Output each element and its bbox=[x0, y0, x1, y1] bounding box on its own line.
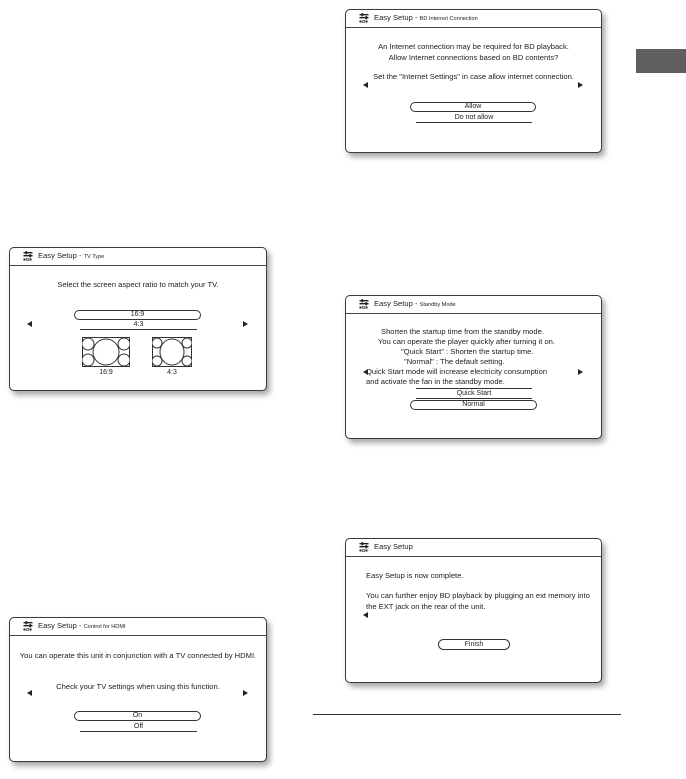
left-arrow-icon[interactable] bbox=[363, 82, 368, 88]
setup-complete-screen bbox=[345, 538, 602, 683]
screen-title: Easy Setup - Standby Mode bbox=[374, 299, 456, 308]
message-line: You can operate this unit in conjunction with a TV connected by HDMI. bbox=[19, 651, 257, 660]
left-arrow-icon[interactable] bbox=[27, 321, 32, 327]
option-normal[interactable]: Normal bbox=[410, 400, 537, 410]
section-tab bbox=[636, 49, 686, 73]
screen-title: Easy Setup - BD Internet Connection bbox=[374, 13, 478, 22]
standby-mode-screen bbox=[345, 295, 602, 439]
message-line: You can operate the player quickly after turning it on. bbox=[378, 337, 556, 346]
screen-header bbox=[346, 296, 601, 314]
left-arrow-icon[interactable] bbox=[363, 612, 368, 618]
right-arrow-icon[interactable] bbox=[243, 690, 248, 696]
widescreen-illustration bbox=[82, 337, 130, 367]
screen-header bbox=[10, 248, 266, 266]
message-line: Allow Internet connections based on BD contents? bbox=[388, 53, 559, 62]
standard-screen-illustration bbox=[152, 337, 192, 367]
setup-icon bbox=[359, 542, 370, 552]
option-on[interactable]: On bbox=[74, 711, 201, 721]
widescreen-label: 16:9 bbox=[99, 369, 113, 376]
message-line: Shorten the startup time from the standby mode. bbox=[381, 327, 544, 336]
option-off[interactable]: Off bbox=[80, 722, 197, 732]
message-line: Easy Setup is now complete. bbox=[366, 571, 464, 580]
screen-header bbox=[346, 10, 601, 28]
right-arrow-icon[interactable] bbox=[243, 321, 248, 327]
setup-icon bbox=[23, 621, 34, 631]
message-line: An Internet connection may be required for BD playback. bbox=[378, 42, 569, 51]
message-line: Quick Start mode will increase electricity consumption bbox=[366, 367, 548, 376]
setup-icon bbox=[359, 299, 370, 309]
setup-icon bbox=[359, 13, 370, 23]
control-for-hdmi-screen bbox=[9, 617, 267, 762]
right-arrow-icon[interactable] bbox=[578, 82, 583, 88]
left-arrow-icon[interactable] bbox=[27, 690, 32, 696]
tv-type-screen bbox=[9, 247, 267, 391]
standard-label: 4:3 bbox=[167, 369, 177, 376]
option-quick-start[interactable]: Quick Start bbox=[416, 389, 532, 399]
right-arrow-icon[interactable] bbox=[578, 369, 583, 375]
message-line: the EXT jack on the rear of the unit. bbox=[366, 602, 486, 611]
screen-title: Easy Setup bbox=[374, 542, 413, 551]
message-line: Select the screen aspect ratio to match your TV. bbox=[57, 280, 219, 289]
screen-title: Easy Setup - TV Type bbox=[38, 251, 105, 260]
screen-header bbox=[346, 539, 601, 557]
option-16-9[interactable]: 16:9 bbox=[74, 310, 201, 320]
option-allow[interactable]: Allow bbox=[410, 102, 536, 112]
message-line: Set the "Internet Settings" in case allow internet connection. bbox=[373, 72, 574, 81]
message-line: "Normal" : The default setting. bbox=[404, 357, 505, 366]
message-line: Check your TV settings when using this function. bbox=[56, 682, 220, 691]
page-rule bbox=[313, 714, 621, 715]
option-do-not-allow[interactable]: Do not allow bbox=[416, 113, 532, 123]
screen-title: Easy Setup - Control for HDMI bbox=[38, 621, 126, 630]
option-4-3[interactable]: 4:3 bbox=[80, 320, 197, 330]
message-line: and activate the fan in the standby mode. bbox=[366, 377, 505, 386]
message-line: "Quick Start" : Shorten the startup time. bbox=[401, 347, 534, 356]
finish-button[interactable]: Finish bbox=[438, 639, 510, 650]
bd-internet-connection-screen bbox=[345, 9, 602, 153]
setup-icon bbox=[23, 251, 34, 261]
message-line: You can further enjoy BD playback by plugging an ext memory into bbox=[366, 591, 590, 600]
screen-header bbox=[10, 618, 266, 636]
left-arrow-icon[interactable] bbox=[363, 369, 368, 375]
